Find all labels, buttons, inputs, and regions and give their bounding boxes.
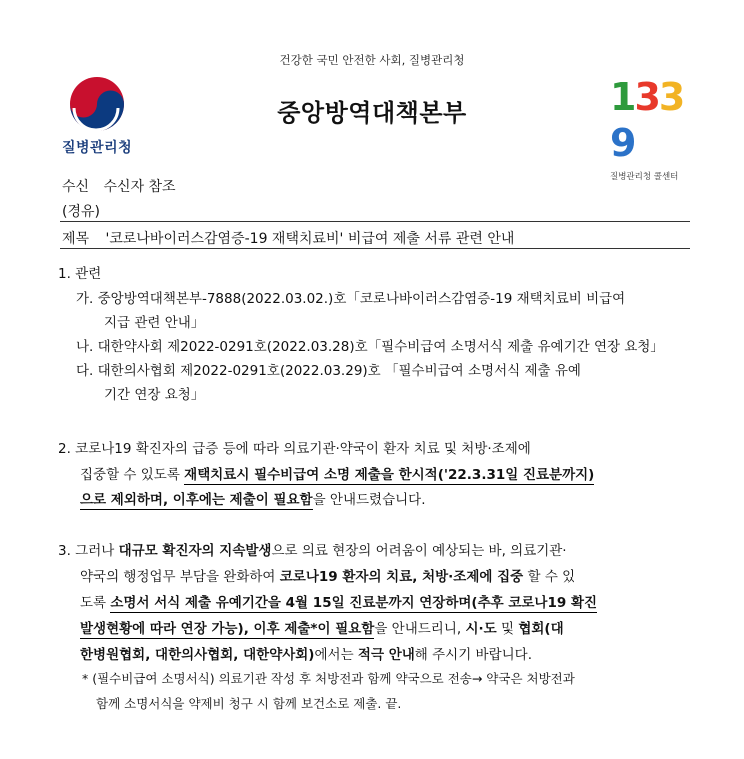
digit-3b: 3 bbox=[658, 75, 684, 119]
section1-item-ga bbox=[76, 287, 625, 307]
s3-bold-underlined: 발생현황에 따라 연장 가능), 이후 제출*이 필요함 bbox=[80, 617, 374, 639]
s3-bold: 코로나19 환자의 치료, 처방·조제에 집중 bbox=[279, 569, 524, 585]
item-mark: 나. bbox=[76, 339, 94, 355]
item-text: 대한의사협회 제2022-0291호(2022.03.29)호 「필수비급여 소명서식 제출 유예 bbox=[97, 363, 581, 379]
section1-item-da bbox=[76, 359, 581, 379]
subject-label: 제목 bbox=[62, 231, 90, 247]
divider-bottom bbox=[60, 248, 690, 249]
call-center-subtitle: 질병관리청 콜센터 bbox=[610, 172, 679, 182]
recipient-value: 수신자 참조 bbox=[103, 179, 176, 195]
recipient-line bbox=[62, 176, 176, 196]
digit-9: 9 bbox=[610, 121, 635, 165]
s3-bold: 적극 안내 bbox=[357, 647, 415, 663]
s3-bold: 시·도 bbox=[465, 621, 497, 637]
section2-line1: 2. 코로나19 확진자의 급증 등에 따라 의료기관·약국이 환자 치료 및 처방·조제에 bbox=[58, 441, 531, 457]
section3-line3 bbox=[80, 591, 597, 613]
s3-text: 을 안내드리니, bbox=[374, 621, 466, 637]
subject-value: '코로나바이러스감염증-19 재택치료비' 비급여 제출 서류 관련 안내 bbox=[105, 231, 515, 247]
section1-item-ga-cont: 지급 관련 안내」 bbox=[104, 315, 205, 331]
section2-line3 bbox=[80, 488, 426, 510]
slogan: 건강한 국민 안전한 사회, 질병관리청 bbox=[279, 53, 465, 67]
org-title: 중앙방역대책본부 bbox=[277, 99, 467, 127]
section1-heading: 1. 관련 bbox=[58, 266, 102, 282]
section2-text-end: 을 안내드렸습니다. bbox=[312, 492, 426, 508]
s3-text: 할 수 있 bbox=[523, 569, 576, 585]
digit-3a: 3 bbox=[634, 75, 659, 119]
section3-note-line2: 함께 소명서식을 약제비 청구 시 함께 보건소로 제출. 끝. bbox=[96, 696, 402, 711]
section3-line5 bbox=[80, 643, 532, 663]
section1-item-na bbox=[76, 335, 664, 355]
item-text: 중앙방역대책본부-7888(2022.03.02.)호「코로나바이러스감염증-19 재택치료비 비급여 bbox=[97, 291, 626, 307]
s3-text: 해 주시기 바랍니다. bbox=[414, 647, 532, 663]
s3-text: 및 bbox=[496, 621, 519, 637]
s3-bold-underlined: 소명서 서식 제출 유예기간을 4월 15일 진료분까지 연장하며(추후 코로나19 확진 bbox=[110, 591, 597, 613]
s3-bold: 대규모 확진자의 지속발생 bbox=[118, 543, 272, 559]
section3-line2 bbox=[80, 565, 575, 585]
section3-line1 bbox=[58, 539, 567, 559]
item-mark: 다. bbox=[76, 363, 94, 379]
section1-item-da-cont: 기간 연장 요청」 bbox=[104, 387, 205, 403]
recipient-label: 수신 bbox=[62, 179, 90, 195]
s3-bold: 협회(대 bbox=[518, 621, 564, 637]
section2-line2 bbox=[80, 463, 594, 485]
kdca-logo-name: 질병관리청 bbox=[62, 140, 133, 156]
section3-line4 bbox=[80, 617, 564, 639]
section2-emphasis-cont: 으로 제외하며, 이후에는 제출이 필요함 bbox=[80, 488, 313, 510]
section2-emphasis: 재택치료시 필수비급여 소명 제출을 한시적('22.3.31일 진료분까지) bbox=[184, 463, 594, 485]
subject-line bbox=[62, 228, 514, 248]
call-center-number bbox=[610, 74, 700, 166]
via-line: (경유) bbox=[62, 204, 100, 220]
section3-note-line1: * (필수비급여 소명서식) 의료기관 작성 후 처방전과 함께 약국으로 전송→ 약국은 처방전과 bbox=[82, 671, 575, 686]
s3-text: 3. 그러나 bbox=[58, 543, 119, 559]
s3-text: 도록 bbox=[80, 595, 111, 611]
item-text: 대한약사회 제2022-0291호(2022.03.28)호「필수비급여 소명서식 제출 유예기간 연장 요청」 bbox=[97, 339, 664, 355]
call-center-logo bbox=[610, 74, 700, 182]
divider-top bbox=[60, 221, 690, 222]
s3-text: 약국의 행정업무 부담을 완화하여 bbox=[80, 569, 280, 585]
digit-1: 1 bbox=[610, 75, 635, 119]
section2-text: 집중할 수 있도록 bbox=[80, 467, 185, 483]
s3-bold: 한병원협회, 대한의사협회, 대한약사회) bbox=[80, 647, 315, 663]
s3-text: 으로 의료 현장의 어려움이 예상되는 바, 의료기관· bbox=[271, 543, 567, 559]
item-mark: 가. bbox=[76, 291, 94, 307]
s3-text: 에서는 bbox=[314, 647, 358, 663]
